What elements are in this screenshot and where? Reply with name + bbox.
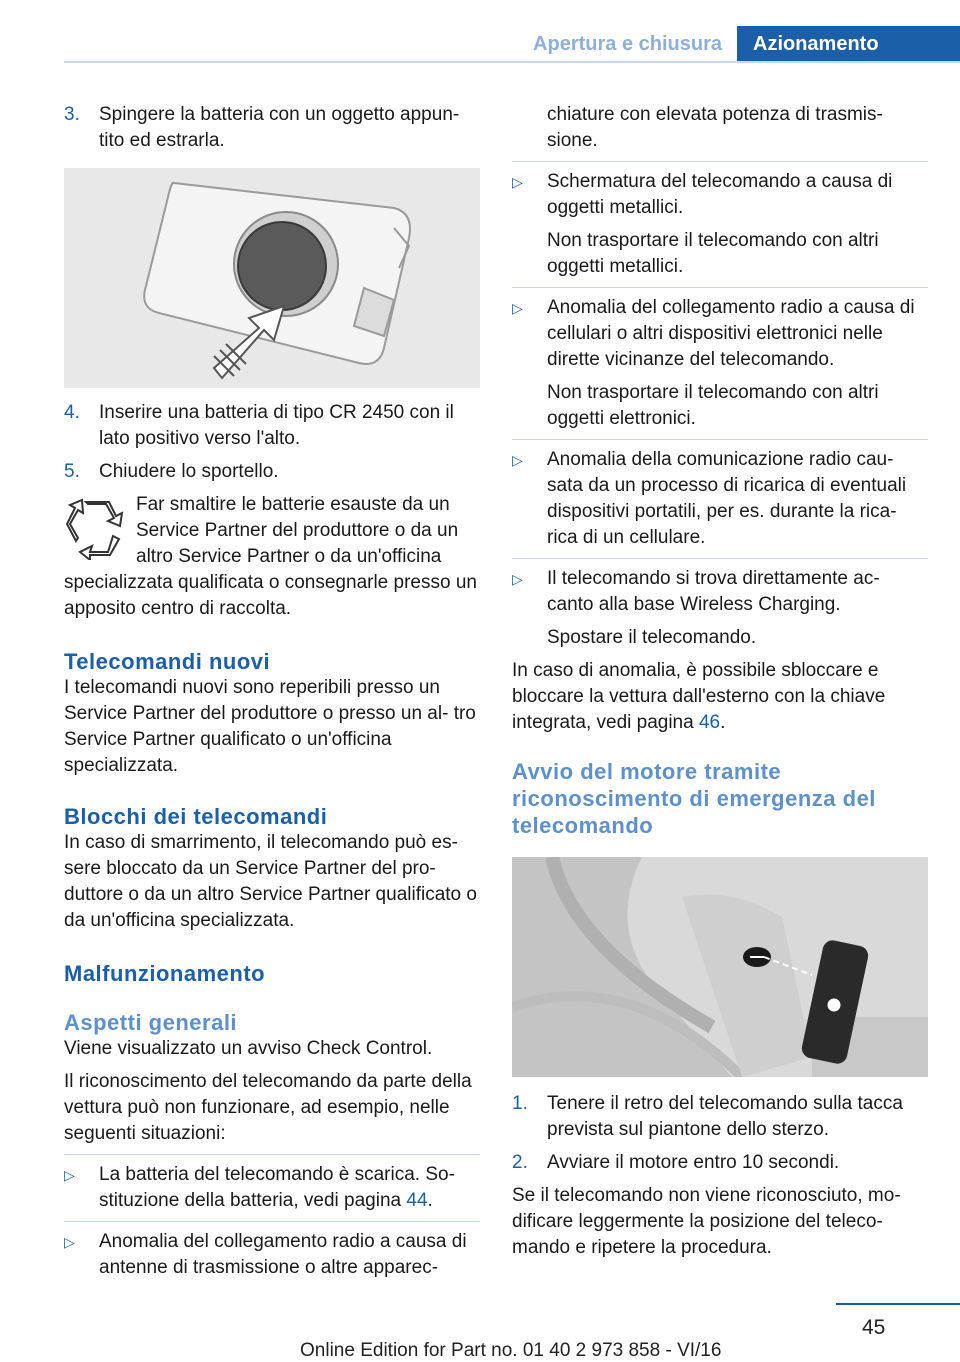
bullet-triangle-icon: ▷ bbox=[512, 174, 523, 190]
step-text: Avviare il motore entro 10 secondi. bbox=[547, 1152, 840, 1173]
list-item bbox=[64, 1162, 480, 1214]
section-tab-azionamento[interactable]: Azionamento bbox=[737, 26, 960, 62]
step-text: Inserire una batteria di tipo CR 2450 con il lato positivo verso l'alto. bbox=[99, 402, 454, 449]
recycle-icon bbox=[64, 494, 130, 560]
heading-aspetti-generali: Aspetti generali bbox=[64, 1010, 238, 1035]
step-text: Tenere il retro del telecomando sulla tacca prevista sul piantone dello sterzo. bbox=[547, 1093, 903, 1140]
list-item-remedy: Spostare il telecomando. bbox=[547, 627, 757, 648]
list-item-remedy: Non trasportare il telecomando con altri oggetti metallici. bbox=[547, 230, 879, 277]
paragraph-telecomandi-nuovi: I telecomandi nuovi sono reperibili presso un Service Partner del produttore o presso un al‐ tro Service Partner qualificato o un'officina specializzata. bbox=[64, 677, 476, 776]
heading-malfunzionamento: Malfunzionamento bbox=[64, 961, 266, 986]
list-separator bbox=[64, 1154, 480, 1155]
bullet-triangle-icon: ▷ bbox=[64, 1167, 75, 1183]
heading-blocchi: Blocchi dei telecomandi bbox=[64, 804, 328, 829]
heading-telecomandi-nuovi: Telecomandi nuovi bbox=[64, 649, 271, 674]
list-item-text: Anomalia del collegamento radio a causa di antenne di trasmissione o altre apparec‐ bbox=[99, 1231, 467, 1278]
list-item bbox=[64, 1229, 480, 1281]
list-item-text: La batteria del telecomando è scarica. So‐ stituzione della batteria, vedi pagina 44. bbox=[99, 1164, 455, 1211]
list-separator bbox=[512, 161, 928, 162]
step-3 bbox=[64, 102, 480, 154]
recycle-note bbox=[64, 492, 480, 622]
list-item bbox=[512, 447, 928, 551]
bullet-triangle-icon: ▷ bbox=[64, 1234, 75, 1250]
step-number: 5. bbox=[64, 461, 80, 482]
list-item-text: Il telecomando si trova direttamente ac‐ canto alla base Wireless Charging. bbox=[547, 568, 880, 615]
step-5 bbox=[64, 459, 480, 485]
step-text: Chiudere lo sportello. bbox=[99, 461, 279, 482]
list-item-text: Schermatura del telecomando a causa di oggetti metallici. bbox=[547, 171, 893, 218]
list-item-continuation: chiature con elevata potenza di trasmis‐ sione. bbox=[547, 104, 883, 151]
bullet-triangle-icon: ▷ bbox=[512, 300, 523, 316]
list-separator bbox=[64, 1221, 480, 1222]
left-column bbox=[64, 102, 480, 1288]
list-item bbox=[512, 169, 928, 221]
right-column bbox=[512, 102, 928, 1268]
list-separator bbox=[512, 439, 928, 440]
steering-column-illustration bbox=[512, 857, 928, 1077]
paragraph-anomalia: In caso di anomalia, è possibile sbloccare e bloccare la vettura dall'esterno con la chiave integrata, vedi pagina 46. bbox=[512, 660, 886, 733]
paragraph-blocchi: In caso di smarrimento, il telecomando può es‐ sere bloccato da un Service Partner del pro‐ duttore o da un altro Service Partner qualificato o da un'officina specializzata. bbox=[64, 832, 477, 931]
list-separator bbox=[512, 287, 928, 288]
list-separator bbox=[512, 558, 928, 559]
paragraph-final: Se il telecomando non viene riconosciuto, mo‐ dificare leggermente la posizione del teleco‐ mando e ripetere la procedura. bbox=[512, 1185, 901, 1258]
paragraph-check-control: Viene visualizzato un avviso Check Control. bbox=[64, 1038, 433, 1059]
list-item-remedy: Non trasportare il telecomando con altri oggetti elettronici. bbox=[547, 382, 879, 429]
recycle-note-text: Far smaltire le batterie esauste da un Service Partner del produttore o da un altro Service Partner o da un'officina specializzata qualificata o consegnarle presso un apposito centro di raccolta. bbox=[64, 494, 477, 619]
list-item bbox=[512, 566, 928, 618]
key-battery-icon bbox=[64, 168, 480, 388]
footer-rule bbox=[836, 1303, 960, 1305]
page-number: 45 bbox=[862, 1316, 886, 1339]
page-link-46[interactable]: 46 bbox=[698, 712, 721, 733]
list-item-text: Anomalia del collegamento radio a causa di cellulari o altri dispositivi elettronici nelle dirette vicinanze del telecomando. bbox=[547, 297, 915, 370]
edition-footer: Online Edition for Part no. 01 40 2 973 858 - VI/16 bbox=[300, 1340, 722, 1361]
step-number: 1. bbox=[512, 1093, 528, 1114]
step-number: 3. bbox=[64, 104, 80, 125]
step-text: Spingere la batteria con un oggetto appun‐ tito ed estrarla. bbox=[99, 104, 460, 151]
bullet-triangle-icon: ▷ bbox=[512, 452, 523, 468]
step-2 bbox=[512, 1150, 928, 1176]
bullet-triangle-icon: ▷ bbox=[512, 571, 523, 587]
section-tab-apertura[interactable]: Apertura e chiusura bbox=[533, 33, 722, 55]
step-4 bbox=[64, 400, 480, 452]
step-number: 2. bbox=[512, 1152, 528, 1173]
paragraph-riconoscimento: Il riconoscimento del telecomando da parte della vettura può non funzionare, ad esempio, nelle seguenti situazioni: bbox=[64, 1071, 472, 1144]
battery-removal-illustration bbox=[64, 168, 480, 388]
list-item bbox=[512, 295, 928, 373]
heading-avvio-emergenza: Avvio del motore tramite riconoscimento di emergenza del telecomando bbox=[512, 759, 876, 838]
list-item-text: Anomalia della comunicazione radio cau‐ sata da un processo di ricarica di eventuali dispositivi portatili, per es. durante la rica‐ rica di un cellulare. bbox=[547, 449, 907, 548]
step-number: 4. bbox=[64, 402, 80, 423]
header-rule bbox=[64, 61, 960, 63]
step-1 bbox=[512, 1091, 928, 1143]
steering-key-icon bbox=[512, 857, 928, 1077]
page-link-44[interactable]: 44 bbox=[406, 1190, 428, 1211]
